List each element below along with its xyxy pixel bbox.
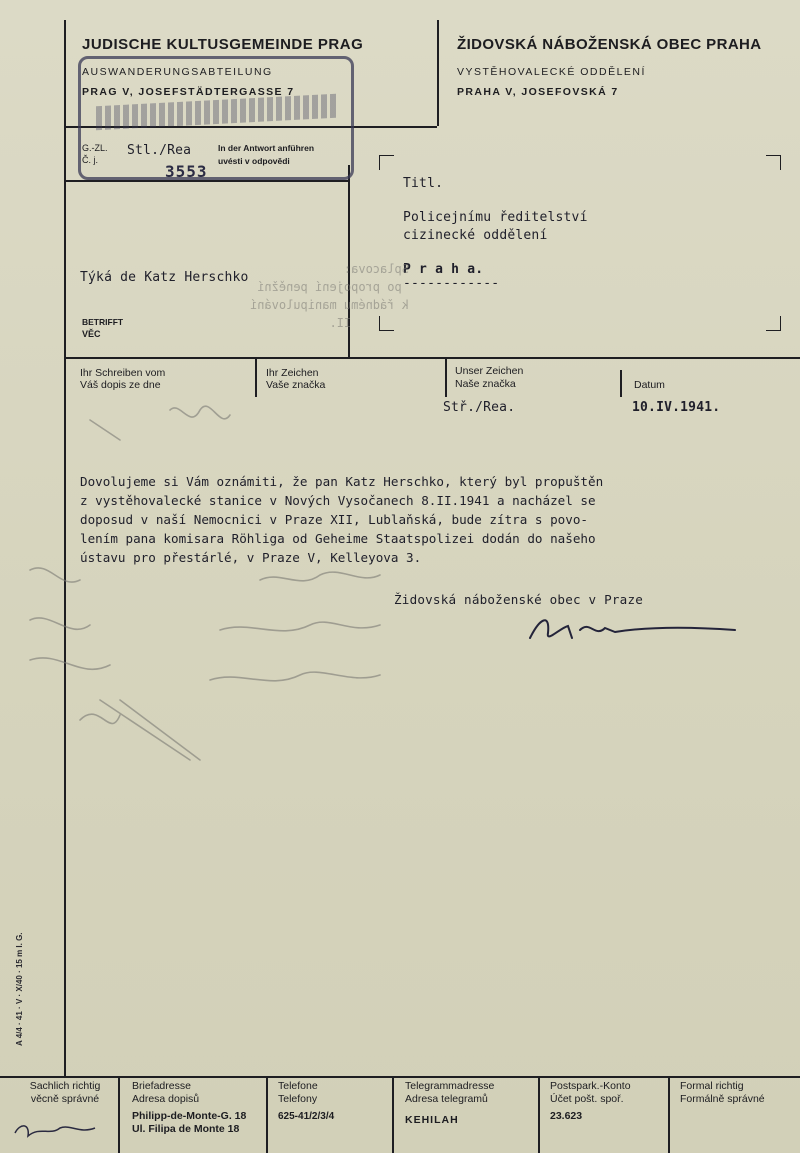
subject-text: Týká de Katz Herschko <box>80 270 249 285</box>
reference-note-cz: uvésti v odpovědi <box>218 156 290 166</box>
footer-c1-cz: věcně správné <box>30 1093 100 1105</box>
pencil-annotations <box>20 400 400 780</box>
footer-c2-de: Briefadresse <box>132 1080 191 1092</box>
handwritten-signature <box>520 608 750 648</box>
subject-label-cz: VĚC <box>82 329 101 339</box>
corner-mark-top-right <box>766 155 781 170</box>
signature-org: Židovská náboženské obec v Praze <box>394 592 644 607</box>
corner-mark-top-left <box>379 155 394 170</box>
body-line-4: lením pana komisara Röhliga od Geheime Staatspolizei dodán do našeho <box>80 531 596 546</box>
cj-label: Č. j. <box>82 155 99 165</box>
footer-c5-val: 23.623 <box>550 1110 583 1122</box>
recipient-line-1: Policejnímu ředitelství <box>403 210 588 225</box>
footer-top-rule <box>0 1076 800 1078</box>
your-letter-label-cz: Váš dopis ze dne <box>80 379 161 391</box>
date-value: 10.IV.1941. <box>632 400 721 415</box>
footer-phones <box>278 1080 334 1123</box>
org-name-cz: ŽIDOVSKÁ NÁBOŽENSKÁ OBEC PRAHA <box>457 36 762 53</box>
your-ref-label-de: Ihr Zeichen <box>266 367 319 379</box>
address-de: PRAG V, JOSEFSTÄDTERGASSE 7 <box>82 86 295 98</box>
show-through-text: Splacova: po propojení peněžní k řádnému manipulování II. <box>250 262 409 330</box>
footer-c4-val: KEHILAH <box>405 1114 459 1126</box>
footer-c2-l1: Philipp-de-Monte-G. 18 <box>132 1110 247 1122</box>
footer-divider-1 <box>118 1076 120 1153</box>
footer-c1-de: Sachlich richtig <box>29 1080 101 1092</box>
our-ref-value: Stř./Rea. <box>443 400 516 415</box>
date-label: Datum <box>634 379 665 391</box>
reference-number: 3553 <box>165 162 208 181</box>
header-divider <box>437 20 439 126</box>
our-ref-label-de: Unser Zeichen <box>455 365 524 377</box>
field-divider-2 <box>445 357 447 397</box>
dept-name-de: AUSWANDERUNGSABTEILUNG <box>82 66 273 78</box>
our-ref-label-cz: Naše značka <box>455 378 516 390</box>
footer-divider-5 <box>668 1076 670 1153</box>
body-line-2: z vystěhovalecké stanice v Nových Vysočanech 8.II.1941 a nacházel se <box>80 493 596 508</box>
footer-checked-content <box>22 1080 108 1106</box>
footer-c3-num: 625-41/2/3/4 <box>278 1111 335 1122</box>
your-letter-label-de: Ihr Schreiben vom <box>80 367 166 379</box>
body-line-1: Dovolujeme si Vám oznámiti, že pan Katz Herschko, který byl propuštěn <box>80 474 604 489</box>
footer-c4-de: Telegrammadresse <box>405 1080 495 1092</box>
footer-address <box>132 1080 246 1136</box>
subject-label-de: BETRIFFT <box>82 317 124 327</box>
footer-checked-formal <box>680 1080 765 1106</box>
field-divider-1 <box>255 357 257 397</box>
address-cz: PRAHA V, JOSEFOVSKÁ 7 <box>457 86 619 98</box>
footer-c4-cz: Adresa telegramů <box>405 1093 488 1105</box>
recipient-salutation: Titl. <box>403 176 444 191</box>
initials-scribble <box>10 1118 100 1142</box>
recipient-line-2: cizinecké oddělení <box>403 228 548 243</box>
field-divider-3 <box>620 370 622 397</box>
fields-top-rule <box>64 357 800 359</box>
footer-c3-de: Telefone <box>278 1080 318 1092</box>
footer-c2-l2: Ul. Filipa de Monte 18 <box>132 1123 240 1135</box>
footer-c5-cz: Účet pošt. spoř. <box>550 1093 624 1105</box>
footer-telegram <box>405 1080 494 1127</box>
body-line-3: doposud v naší Nemocnici v Praze XII, Lublaňská, bude zítra s povo- <box>80 512 588 527</box>
footer-c6-de: Formal richtig <box>680 1080 744 1092</box>
gzl-value: Stl./Rea <box>127 143 192 158</box>
footer-c2-cz: Adresa dopisů <box>132 1093 200 1105</box>
print-code: A 4/4 · 41 · V · X/40 · 15 m I. G. <box>15 932 24 1046</box>
org-name-de: JUDISCHE KULTUSGEMEINDE PRAG <box>82 36 364 53</box>
footer-c3-cz: Telefony <box>278 1093 318 1105</box>
your-ref-label-cz: Vaše značka <box>266 379 326 391</box>
footer-divider-2 <box>266 1076 268 1153</box>
recipient-city: P r a h a. <box>403 262 484 277</box>
body-line-5: ústavu pro přestárlé, v Praze V, Kelleyova 3. <box>80 550 422 565</box>
gzl-label: G.-ZL. <box>82 143 108 153</box>
footer-postal-account <box>550 1080 631 1123</box>
footer-c6-cz: Formálně správné <box>680 1093 765 1105</box>
recipient-underline: ------------ <box>403 276 500 291</box>
footer-c5-de: Postspark.-Konto <box>550 1080 631 1092</box>
reference-note-de: In der Antwort anführen <box>218 143 315 153</box>
footer-divider-4 <box>538 1076 540 1153</box>
corner-mark-bottom-right <box>766 316 781 331</box>
footer-divider-3 <box>392 1076 394 1153</box>
dept-name-cz: VYSTĚHOVALECKÉ ODDĚLENÍ <box>457 66 646 78</box>
